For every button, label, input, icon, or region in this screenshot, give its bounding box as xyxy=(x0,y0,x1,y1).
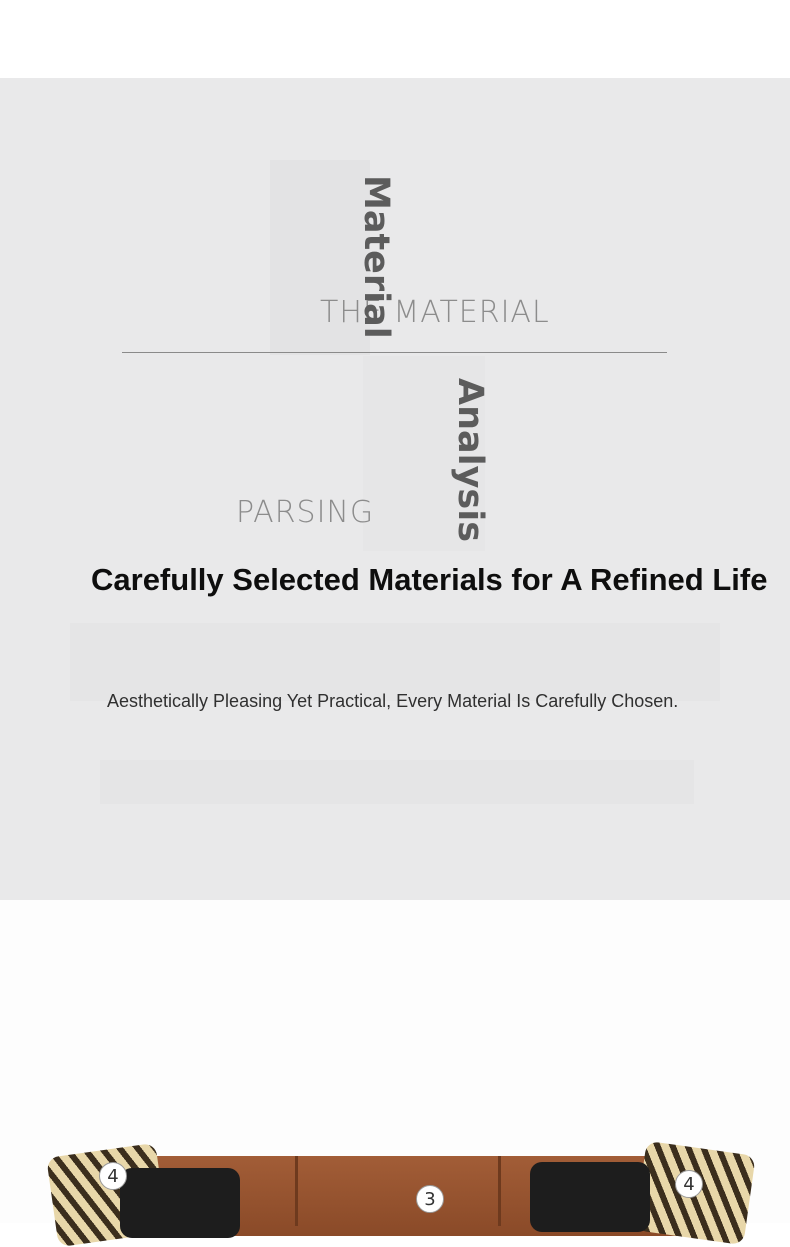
product-image xyxy=(0,900,790,1223)
callout-marker: 3 xyxy=(416,1185,444,1213)
the-material-text: THE MATERIAL xyxy=(320,295,550,330)
parsing-text: PARSING xyxy=(236,495,375,530)
sofa-seam xyxy=(295,1156,298,1226)
divider-line xyxy=(122,352,667,353)
callout-marker: 4 xyxy=(675,1170,703,1198)
black-pillow xyxy=(120,1168,240,1238)
sofa-seam xyxy=(498,1156,501,1226)
top-spacer xyxy=(0,0,790,78)
material-vertical-title: Material xyxy=(356,175,396,339)
analysis-vertical-title: Analysis xyxy=(450,378,490,543)
headline-band xyxy=(70,623,720,701)
material-hero-section xyxy=(0,78,790,900)
subheadline-band xyxy=(100,760,694,804)
subheadline: Aesthetically Pleasing Yet Practical, Every Material Is Carefully Chosen. xyxy=(107,691,679,711)
callout-marker: 4 xyxy=(99,1162,127,1190)
headline: Carefully Selected Materials for A Refined Life xyxy=(91,562,768,597)
black-pillow xyxy=(530,1162,650,1232)
